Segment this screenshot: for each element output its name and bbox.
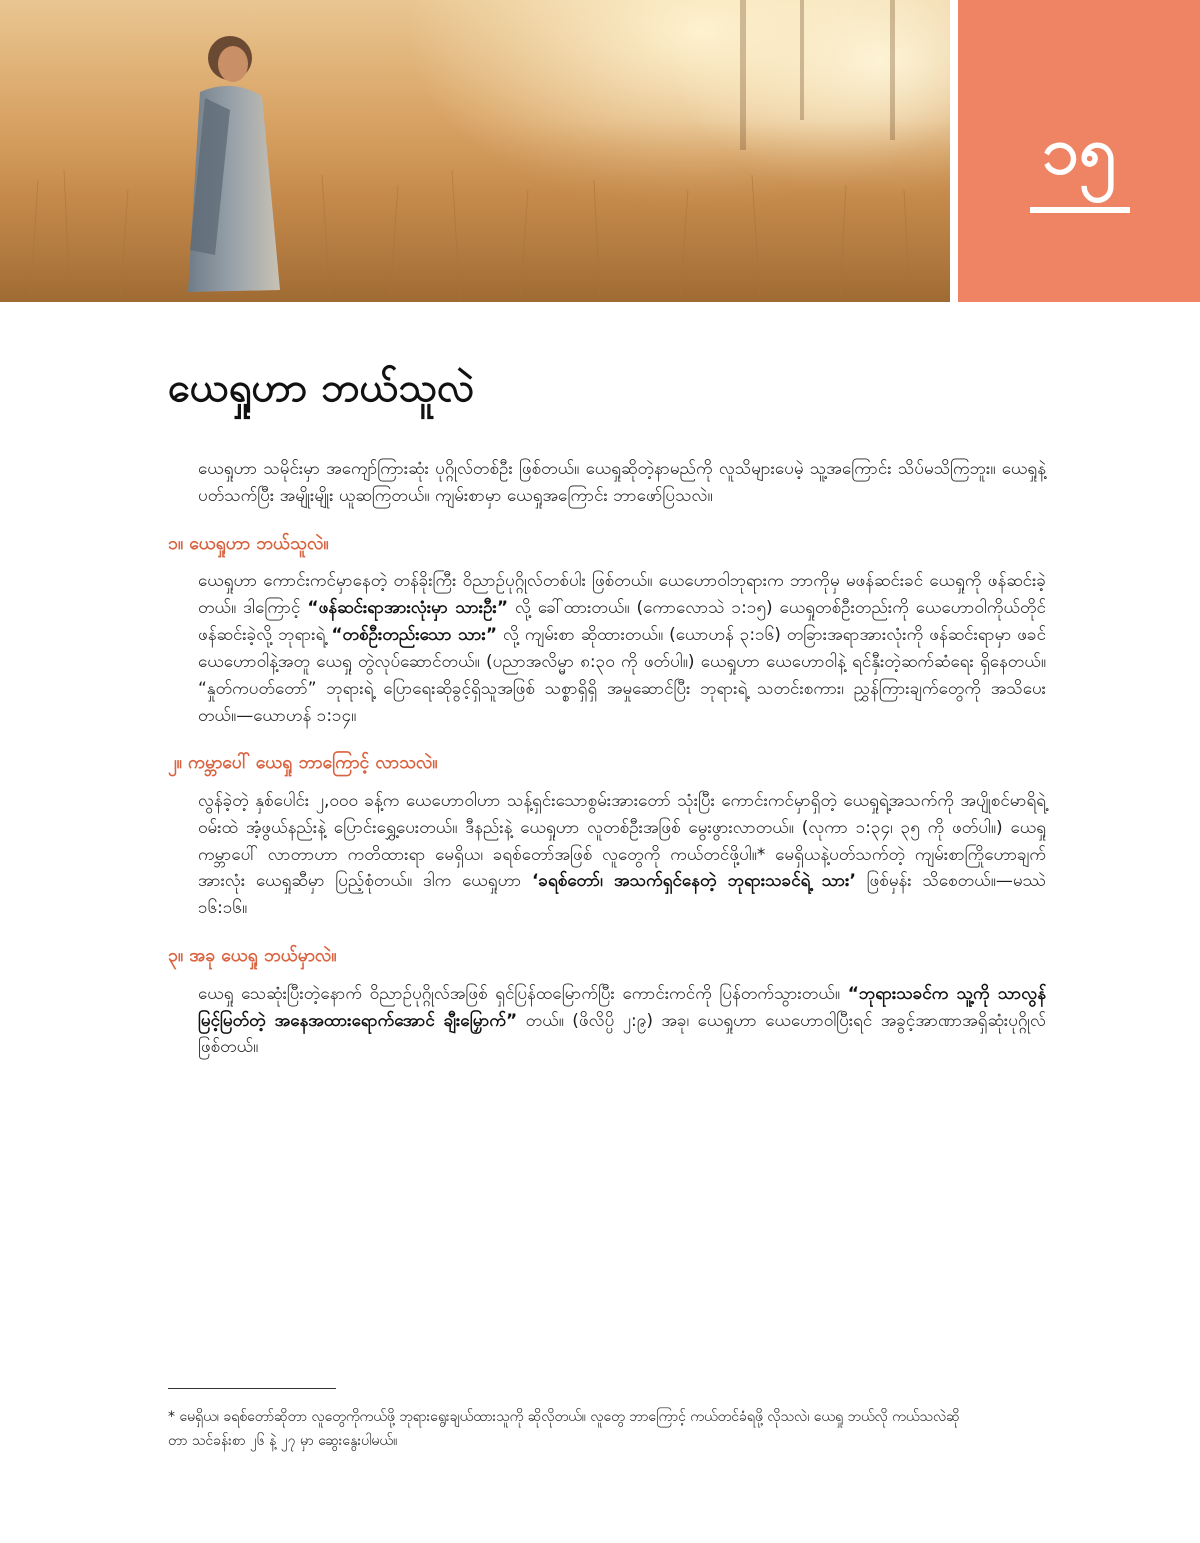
section-paragraph: လွန်ခဲ့တဲ့ နှစ်ပေါင်း ၂,၀၀၀ ခန့်က ယေဟောဝါဟာ သန့်ရှင်းသောစွမ်းအားတော် သုံးပြီး ကောင်းကင်မှာရှိတဲ့ ယေရှုရဲ့အသက်ကို အပျိုစင်မာရိရဲ့ ဝမ်းထဲ အံ့ဖွယ်နည်းနဲ့ ပြောင်းရွှေ့ပေးတယ်။ ဒီနည်းနဲ့ ယေရှုဟာ လူတစ်ဦးအဖြစ် မွေးဖွားလာတယ်။ (လုကာ ၁:၃၄၊ ၃၅ ကို ဖတ်ပါ။) ယေရှု ကမ္ဘာပေါ် လာတာဟာ ကတိထားရာ မေရှိယ၊ ခရစ်တော်အဖြစ် လူတွေကို ကယ်တင်ဖို့ပါ။* မေရှိယနဲ့ပတ်သက်တဲ့ ကျမ်းစာကြိုဟောချက်အားလုံး ယေရှုဆီမှာ ပြည့်စုံတယ်။ ဒါက ယေရှုဟာ ‘ခရစ်တော်၊ အသက်ရှင်နေတဲ့ ဘုရားသခင်ရဲ့ သား’ ဖြစ်မှန်း သိစေတယ်။—မဿဲ ၁၆:၁၆။: [198, 790, 1046, 919]
section-heading: ၃။ အခု ယေရှု ဘယ်မှာလဲ။: [168, 946, 337, 967]
intro-paragraph: ယေရှုဟာ သမိုင်းမှာ အကျော်ကြားဆုံး ပုဂ္ဂိုလ်တစ်ဦး ဖြစ်တယ်။ ယေရှုဆိုတဲ့နာမည်ကို လူသိများပေမဲ့ သူ့အကြောင်း သိပ်မသိကြဘူး။ ယေရှုနဲ့ပတ်သက်ပြီး အမျိုးမျိုး ယူဆကြတယ်။ ကျမ်းစာမှာ ယေရှုအကြောင်း ဘာဖော်ပြသလဲ။: [198, 459, 1046, 506]
section-paragraph: ယေရှုဟာ ကောင်းကင်မှာနေတဲ့ တန်ခိုးကြီး ဝိညာဉ်ပုဂ္ဂိုလ်တစ်ပါး ဖြစ်တယ်။ ယေဟောဝါဘုရားက ဘာကိုမှ မဖန်ဆင်းခင် ယေရှုကို ဖန်ဆင်းခဲ့တယ်။ ဒါကြောင့် “ဖန်ဆင်းရာအားလုံးမှာ သားဦး” လို့ ခေါ်ထားတယ်။ (ကောလောသဲ ၁:၁၅) ယေရှုတစ်ဦးတည်းကို ယေဟောဝါကိုယ်တိုင် ဖန်ဆင်းခဲ့လို့ ဘုရားရဲ့ “တစ်ဦးတည်းသော သား” လို့ ကျမ်းစာ ဆိုထားတယ်။ (ယောဟန် ၃:၁၆) တခြားအရာအားလုံးကို ဖန်ဆင်းရာမှာ ဖခင်ယေဟောဝါနဲ့အတူ ယေရှု တွဲလုပ်ဆောင်တယ်။ (ပညာအလိမ္မာ ၈:၃၀ ကို ဖတ်ပါ။) ယေရှုဟာ ယေဟောဝါနဲ့ ရင်နှီးတဲ့ဆက်ဆံရေး ရှိနေတယ်။ “နှုတ်ကပတ်တော်” ဘုရားရဲ့ ပြောရေးဆိုခွင့်ရှိသူအဖြစ် သစ္စာရှိရှိ အမှုဆောင်ပြီး ဘုရားရဲ့ သတင်းစကား၊ ညွှန်ကြားချက်တွေကို အသိပေးတယ်။—ယောဟန် ၁:၁၄။: [198, 571, 1046, 726]
chapter-underline: [1030, 207, 1130, 213]
section-heading: ၁။ ယေရှုဟာ ဘယ်သူလဲ။: [168, 533, 329, 554]
lesson-body: [168, 456, 1046, 1061]
section-3: [168, 944, 1046, 1061]
section-paragraph: ယေရှု သေဆုံးပြီးတဲ့နောက် ဝိညာဉ်ပုဂ္ဂိုလ်အဖြစ် ရှင်ပြန်ထမြောက်ပြီး ကောင်းကင်ကို ပြန်တက်သွားတယ်။ “ဘုရားသခင်က သူ့ကို သာလွန်မြင့်မြတ်တဲ့ အနေအထားရောက်အောင် ချီးမြှောက်” တယ်။ (ဖိလိပ္ပိ ၂:၉) အခု၊ ယေရှုဟာ ယေဟောဝါပြီးရင် အခွင့်အာဏာအရှိဆုံးပုဂ္ဂိုလ် ဖြစ်တယ်။: [198, 983, 1046, 1058]
hero-image: [0, 0, 950, 302]
chapter-badge: [958, 0, 1200, 302]
walking-figure: [188, 36, 280, 292]
footnote: * မေရှိယ၊ ခရစ်တော်ဆိုတာ လူတွေကိုကယ်ဖို့ ဘုရားရွေးချယ်ထားသူကို ဆိုလိုတယ်။ လူတွေ ဘာကြောင့် ကယ်တင်ခံရဖို့ လိုသလဲ၊ ယေရှု ဘယ်လို ကယ်သလဲဆိုတာ သင်ခန်းစာ ၂၆ နဲ့ ၂၇ မှာ ဆွေးနွေးပါမယ်။: [168, 1409, 960, 1449]
footnote-divider: [168, 1388, 336, 1389]
section-1: [168, 532, 1046, 730]
chapter-number: ၁၅: [1041, 112, 1117, 189]
field-illustration: [0, 0, 950, 302]
page-title: ယေရှုဟာ ဘယ်သူလဲ: [168, 365, 475, 411]
section-heading: ၂။ ကမ္ဘာပေါ် ယေရှု ဘာကြောင့် လာသလဲ။: [168, 753, 438, 774]
section-2: [168, 751, 1046, 922]
